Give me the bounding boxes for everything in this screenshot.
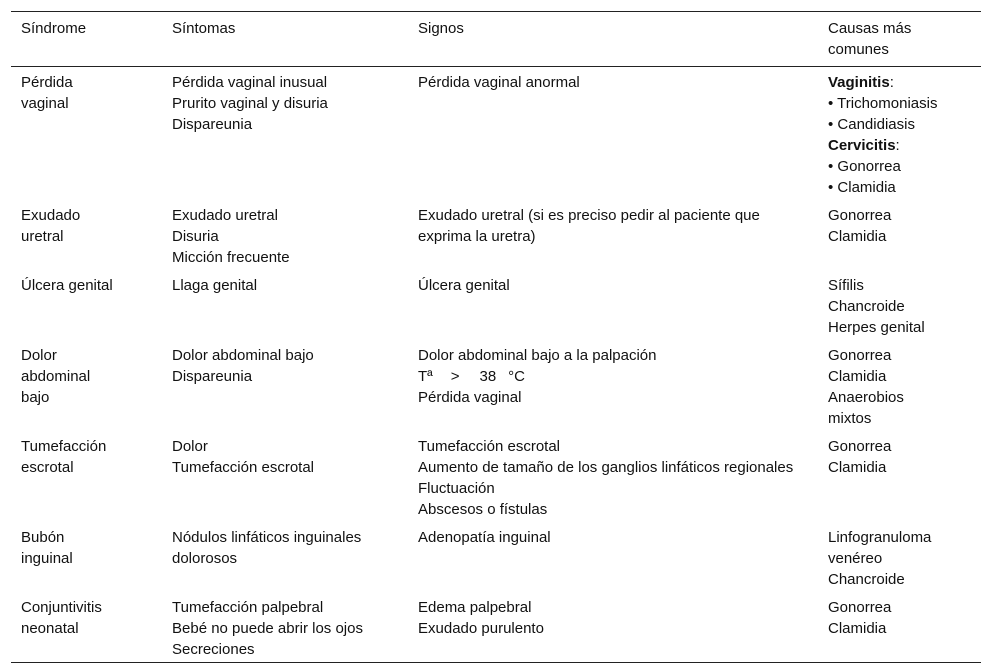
symptoms-cell: [162, 275, 408, 338]
cell-line: Pérdida: [21, 74, 73, 91]
cell-line: Pérdida vaginal inusual: [172, 74, 328, 91]
signs-cell: [408, 436, 818, 520]
signs-cell: [408, 527, 818, 590]
cell-line: Abscesos o fístulas: [418, 501, 548, 518]
cell-line: Dolor: [172, 438, 208, 455]
cell-line: Adenopatía inguinal: [418, 529, 551, 546]
cell-line: Clamidia: [828, 459, 887, 476]
header-symptoms: Síntomas: [172, 20, 236, 37]
cell-line: Herpes genital: [828, 319, 925, 336]
cell-line: Fluctuación: [418, 480, 495, 497]
signs-cell: [408, 597, 818, 660]
cell-line: Exudado: [21, 207, 81, 224]
cell-line: Dispareunia: [172, 116, 253, 133]
syndrome-cell: [11, 527, 162, 590]
signs-cell: [408, 345, 818, 429]
signs-cell: [408, 205, 818, 268]
cell-line: Edema palpebral: [418, 599, 532, 616]
header-signs: Signos: [418, 20, 464, 37]
temperature-line: [418, 366, 812, 387]
cell-line: Gonorrea: [828, 207, 892, 224]
cell-line: Dispareunia: [172, 368, 253, 385]
cell-line: Tumefacción palpebral: [172, 599, 324, 616]
colon: :: [889, 74, 894, 91]
cell-line: Nódulos linfáticos inguinales dolorosos: [172, 529, 362, 567]
cell-line: Sífilis: [828, 277, 864, 294]
symptoms-cell: [162, 527, 408, 590]
cell-line: Dolor: [21, 347, 57, 364]
causes-cell: [818, 527, 981, 590]
causes-cell: [818, 345, 981, 429]
cell-line: escrotal: [21, 459, 74, 476]
cell-line: Llaga genital: [172, 277, 258, 294]
header-syndrome: Síndrome: [21, 20, 87, 37]
cell-line: Clamidia: [828, 620, 887, 637]
syndrome-cell: [11, 72, 162, 198]
cell-line: Aumento de tamaño de los ganglios linfáticos regionales: [418, 459, 794, 476]
cell-line: Dolor abdominal bajo: [172, 347, 314, 364]
cell-line: Clamidia: [828, 228, 887, 245]
cell-line: • Clamidia: [828, 179, 896, 196]
signs-cell: [408, 72, 818, 198]
vaginitis-label: Vaginitis: [828, 74, 890, 91]
sti-syndromes-table: [11, 11, 981, 663]
cause-group-heading: [828, 135, 975, 156]
colon: :: [895, 137, 900, 154]
table-row: [11, 200, 981, 270]
cell-line: Gonorrea: [828, 599, 892, 616]
cell-line: Úlcera genital: [21, 277, 113, 294]
causes-cell: [818, 436, 981, 520]
cell-line: Tumefacción: [21, 438, 107, 455]
cervicitis-label: Cervicitis: [828, 137, 896, 154]
syndrome-cell: [11, 597, 162, 660]
cell-line: Disuria: [172, 228, 219, 245]
header-causes: Causas más comunes: [828, 20, 912, 58]
cause-group-heading: [828, 72, 975, 93]
table-row: [11, 431, 981, 522]
temp-operator: >: [450, 368, 460, 385]
syndrome-cell: [11, 436, 162, 520]
table-row: [11, 340, 981, 431]
temp-label: Tª: [418, 368, 433, 385]
symptoms-cell: [162, 436, 408, 520]
cell-line: Pérdida vaginal anormal: [418, 74, 580, 91]
temp-unit: °C: [508, 368, 526, 385]
causes-cell: [818, 597, 981, 660]
cell-line: abdominal: [21, 368, 91, 385]
temp-value: 38: [479, 368, 497, 385]
table-row: [11, 592, 981, 662]
cell-line: Tumefacción escrotal: [418, 438, 561, 455]
symptoms-cell: [162, 72, 408, 198]
symptoms-cell: [162, 345, 408, 429]
table-row: [11, 522, 981, 592]
cell-line: Tumefacción escrotal: [172, 459, 315, 476]
cell-line: bajo: [21, 389, 50, 406]
table-row: [11, 67, 981, 200]
cell-line: neonatal: [21, 620, 79, 637]
cell-line: Gonorrea: [828, 438, 892, 455]
cell-line: uretral: [21, 228, 64, 245]
cell-line: Clamidia: [828, 368, 887, 385]
cell-line: Dolor abdominal bajo a la palpación: [418, 347, 657, 364]
cell-line: Gonorrea: [828, 347, 892, 364]
symptoms-cell: [162, 597, 408, 660]
signs-cell: [408, 275, 818, 338]
cell-line: • Trichomoniasis: [828, 95, 938, 112]
syndrome-cell: [11, 275, 162, 338]
cell-line: Prurito vaginal y disuria: [172, 95, 328, 112]
symptoms-cell: [162, 205, 408, 268]
cell-line: • Gonorrea: [828, 158, 901, 175]
cell-line: Anaerobios: [828, 389, 904, 406]
cell-line: • Candidiasis: [828, 116, 915, 133]
causes-cell: [818, 72, 981, 198]
syndrome-cell: [11, 345, 162, 429]
cell-line: Conjuntivitis: [21, 599, 102, 616]
cell-line: Bebé no puede abrir los ojos: [172, 620, 363, 637]
cell-line: Exudado purulento: [418, 620, 544, 637]
cell-line: Exudado uretral (si es preciso pedir al paciente que exprima la uretra): [418, 207, 760, 245]
cell-line: Pérdida vaginal: [418, 389, 522, 406]
cell-line: inguinal: [21, 550, 73, 567]
cell-line: Chancroide: [828, 571, 905, 588]
syndrome-cell: [11, 205, 162, 268]
cell-line: Micción frecuente: [172, 249, 290, 266]
table-row: [11, 270, 981, 340]
cell-line: Chancroide: [828, 298, 905, 315]
cell-line: Linfogranuloma venéreo: [828, 529, 932, 567]
cell-line: Úlcera genital: [418, 277, 510, 294]
cell-line: Bubón: [21, 529, 65, 546]
table-bottom-rule: [11, 662, 981, 663]
causes-cell: [818, 275, 981, 338]
cell-line: vaginal: [21, 95, 69, 112]
cell-line: Exudado uretral: [172, 207, 278, 224]
causes-cell: [818, 205, 981, 268]
table-header-row: [11, 12, 981, 66]
cell-line: Secreciones: [172, 641, 255, 658]
cell-line: mixtos: [828, 410, 872, 427]
